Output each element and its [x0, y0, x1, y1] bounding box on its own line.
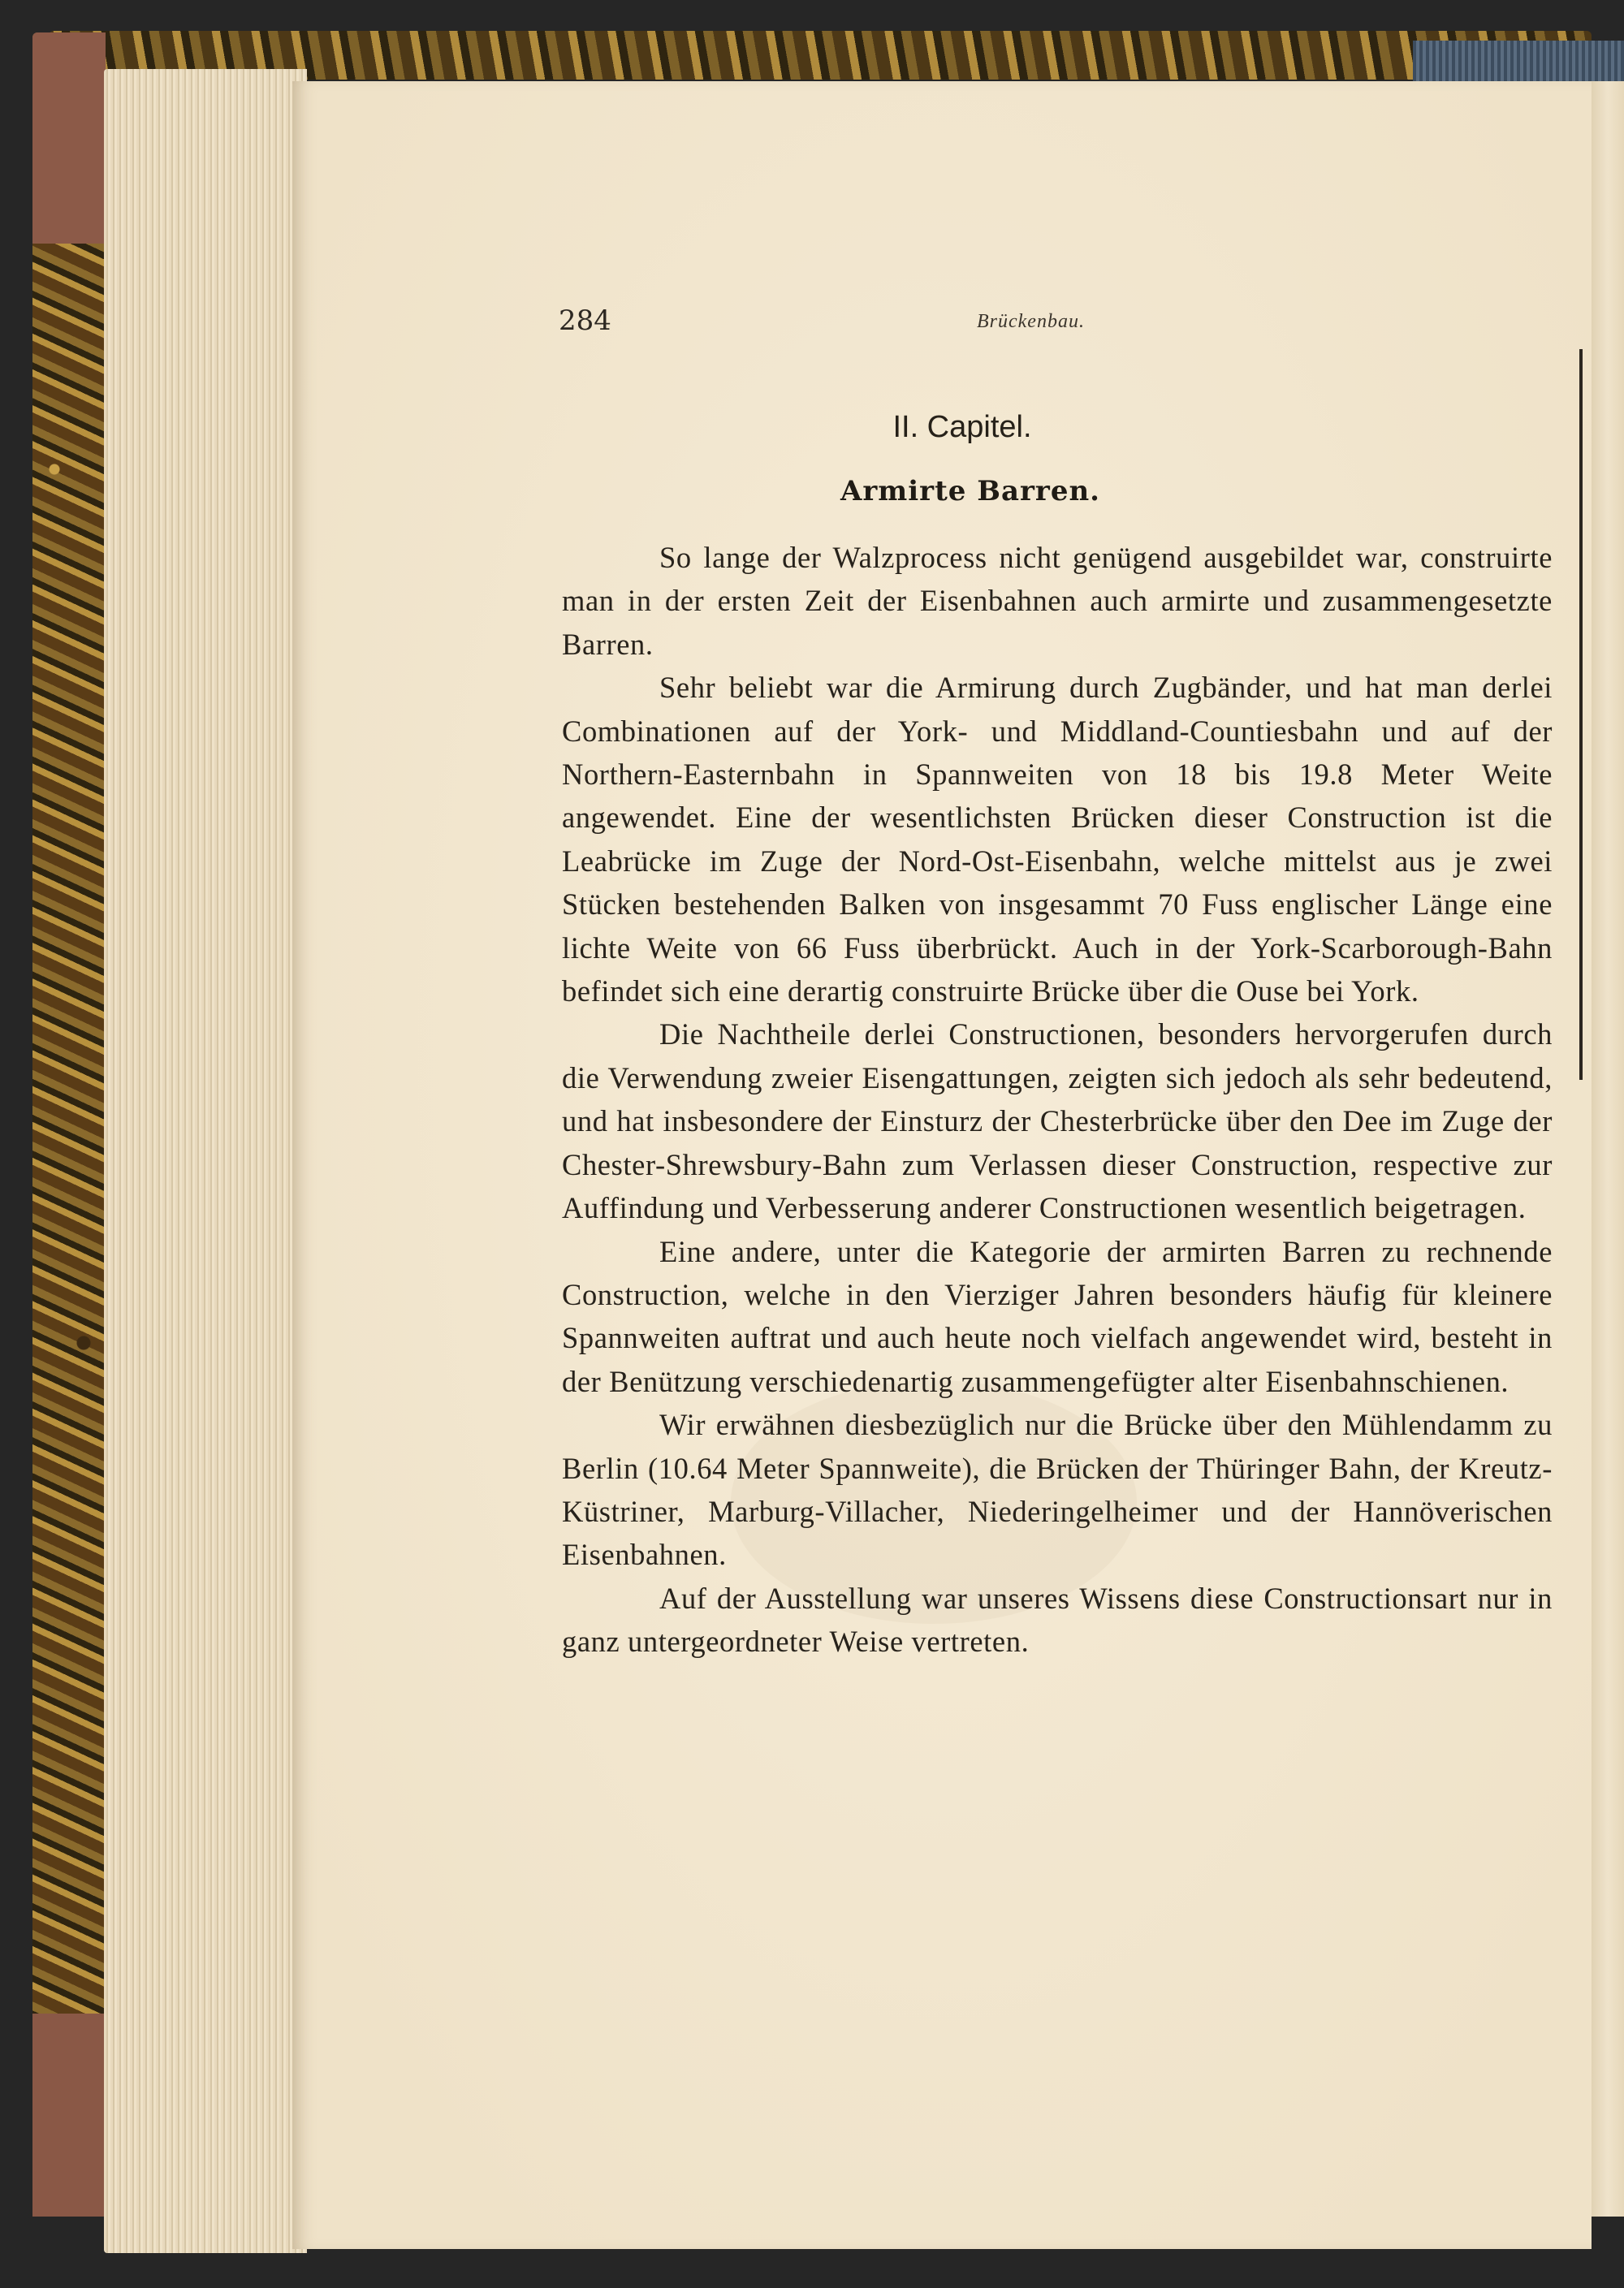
paragraph: Auf der Ausstellung war unseres Wissens diese Constructionsart nur in ganz untergeordneter Weise vertreten. — [562, 1581, 1553, 1659]
paragraph: Die Nachtheile derlei Constructionen, besonders hervorgerufen durch die Verwendung zweier Eisengattungen, zeigten sich jedoch als sehr bedeutend, und hat insbesondere der Einsturz der Chesterbrücke über den Dee im Zuge der Chester-Shrewsbury-Bahn zum Verlassen dieser Construction, respective zur Auffindung und Verbesserung anderer Constructionen wesentlich beigetragen. — [562, 1017, 1553, 1225]
page-number: 284 — [559, 304, 611, 337]
page-header — [559, 304, 1127, 353]
chapter-heading: II. Capitel. — [892, 410, 1032, 444]
section-title: Armirte Barren. — [840, 475, 1101, 507]
book-cover-leather-corner-bottom — [32, 2014, 106, 2217]
paragraph: Eine andere, unter die Kategorie der armirten Barren zu rechnende Construction, welche in den Vierziger Jahren besonders häufig für kleinere Spannweiten auftrat und auch heute noch vielfach angewendet wird, besteht in der Benützung verschiedenartig zusammengefügter alter Eisenbahnschienen. — [562, 1234, 1553, 1398]
paragraph: Sehr beliebt war die Armirung durch Zugbänder, und hat man derlei Combinationen auf der York- und Middland-Countiesbahn und auf der Northern-Easternbahn in Spannweiten von 18 bis 19.8 Meter Weite angewendet. Eine der wesentlichsten Brücken dieser Construction ist die Leabrücke im Zuge der Nord-Ost-Eisenbahn, welche mittelst aus je zwei Stücken bestehenden Balken von insgesammt 70 Fuss englischer Länge eine lichte Weite von 66 Fuss überbrückt. Auch in der York-Scarborough-Bahn befindet sich eine derartig construirte Brücke über die Ouse bei York. — [562, 671, 1553, 1008]
book-cover-marbled-board — [32, 32, 106, 2217]
paragraph: Wir erwähnen diesbezüglich nur die Brücke über den Mühlendamm zu Berlin (10.64 Meter Spannweite), die Brücken der Thüringer Bahn, der Kreutz-Küstriner, Marburg-Villacher, Niederingelheimer und der Hannöverischen Eisenbahnen. — [562, 1408, 1553, 1572]
book-cover-leather-corner-top — [32, 32, 106, 244]
page-stack-edges — [104, 69, 307, 2253]
running-head: Brückenbau. — [977, 311, 1085, 332]
body-text — [562, 536, 1553, 1664]
paragraph: So lange der Walzprocess nicht genügend ausgebildet war, construirte man in der ersten Zeit der Eisenbahnen auch armirte und zusammengesetzte Barren. — [562, 541, 1553, 661]
margin-line — [1579, 349, 1583, 1080]
